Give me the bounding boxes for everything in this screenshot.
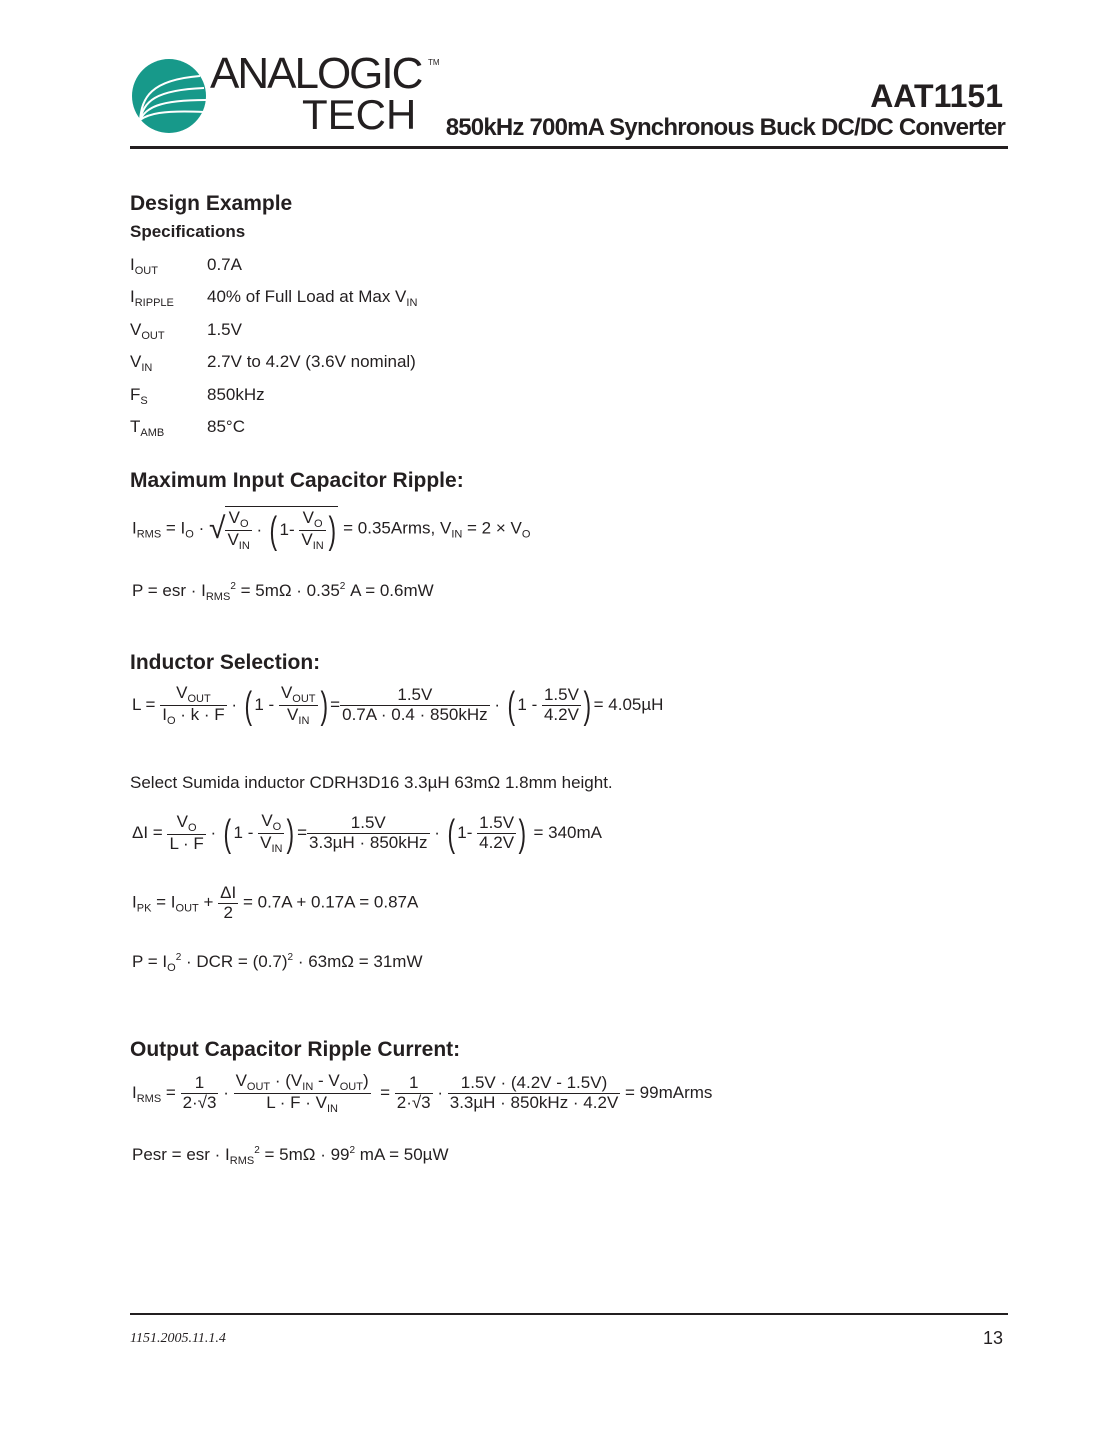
logo-wordmark-analogic: ANALOGIC <box>210 49 422 98</box>
footer-rule <box>130 1313 1008 1315</box>
logo-circle-icon <box>130 58 208 134</box>
part-number: AAT1151 <box>870 78 1003 114</box>
header-rule <box>130 146 1008 149</box>
section-title-inductor: Inductor Selection: <box>130 651 321 674</box>
section-title-design-example: Design Example <box>130 192 293 215</box>
equation-inductance: L = $\frac{V_{OUT}}{I_O \cdot k \cdot F}$ · ( 1 - $\frac{V_{OUT}}{V_{IN}}$ ) = $\frac{1.5V}{\text{0.7A · 0.4 · 850kHz}}$ · ( 1 - $\frac{1.5V}{4.2V}$ ) = 4.05µH <box>132 683 664 728</box>
equation-peak-current: $I_{PK} = I_{OUT}$ + $\frac{\Delta I}{2}$ = 0.7A + 0.17A = 0.87A <box>132 883 419 922</box>
equation-pesr: Pesr = esr · $I_{RMS}^2 = 5m\Omega \cdot 99^2$ mA = 50µW <box>132 1145 449 1167</box>
logo-wordmark-tech: TECH <box>302 91 417 138</box>
document-subtitle: 850kHz 700mA Synchronous Buck DC/DC Converter <box>445 114 1005 141</box>
equation-inductor-loss: $P = I_O^2$ · DCR = $(0.7)^2 \cdot 63m\Omega = 31mW$ <box>132 952 423 974</box>
subsection-title-specifications: Specifications <box>130 222 246 241</box>
equation-power-input: P = esr · $I_{RMS}^2 = 5m\Omega \cdot 0.35^2$ A = 0.6mW <box>132 581 434 603</box>
logo-trademark: TM <box>428 58 440 67</box>
section-title-output-cap: Output Capacitor Ripple Current: <box>130 1038 461 1061</box>
equation-ripple-current: ΔI = $\frac{V_O}{L \cdot F}$ · ( 1 - $\frac{V_O}{V_{IN}}$ ) = $\frac{1.5V}{\text{3.3µH · 850kHz}}$ · ( 1- $\frac{1.5V}{4.2V}$ ) = 340mA <box>132 811 602 856</box>
equation-irms-output: $I_{RMS}$ = $\frac{1}{2\cdot√3}$ · $\frac{V_{OUT} \cdot (V_{IN} - V_{OUT})}{L \cdot F \cdot V_{IN}}$ = $\frac{1}{2\cdot√3}$ · $\frac{1.5V \cdot (4.2V - 1.5V)}{\text{3.3µH · 850kHz · 4.2V}}$ = 99mArms <box>132 1071 713 1116</box>
document-code: 1151.2005.11.1.4 <box>130 1331 226 1346</box>
equation-irms-input: $I_{RMS} = I_O$ · √ $\frac{V_O}{V_{IN}}$ · ( 1- $\frac{V_O}{V_{IN}}$ ) = 0.35Arms, $V_{IN} = 2 \times V_O$ <box>132 508 531 553</box>
section-title-input-cap: Maximum Input Capacitor Ripple: <box>130 469 464 492</box>
page-number: 13 <box>982 1328 1003 1348</box>
inductor-selection-note: Select Sumida inductor CDRH3D16 3.3µH 63mΩ 1.8mm height. <box>130 773 613 792</box>
